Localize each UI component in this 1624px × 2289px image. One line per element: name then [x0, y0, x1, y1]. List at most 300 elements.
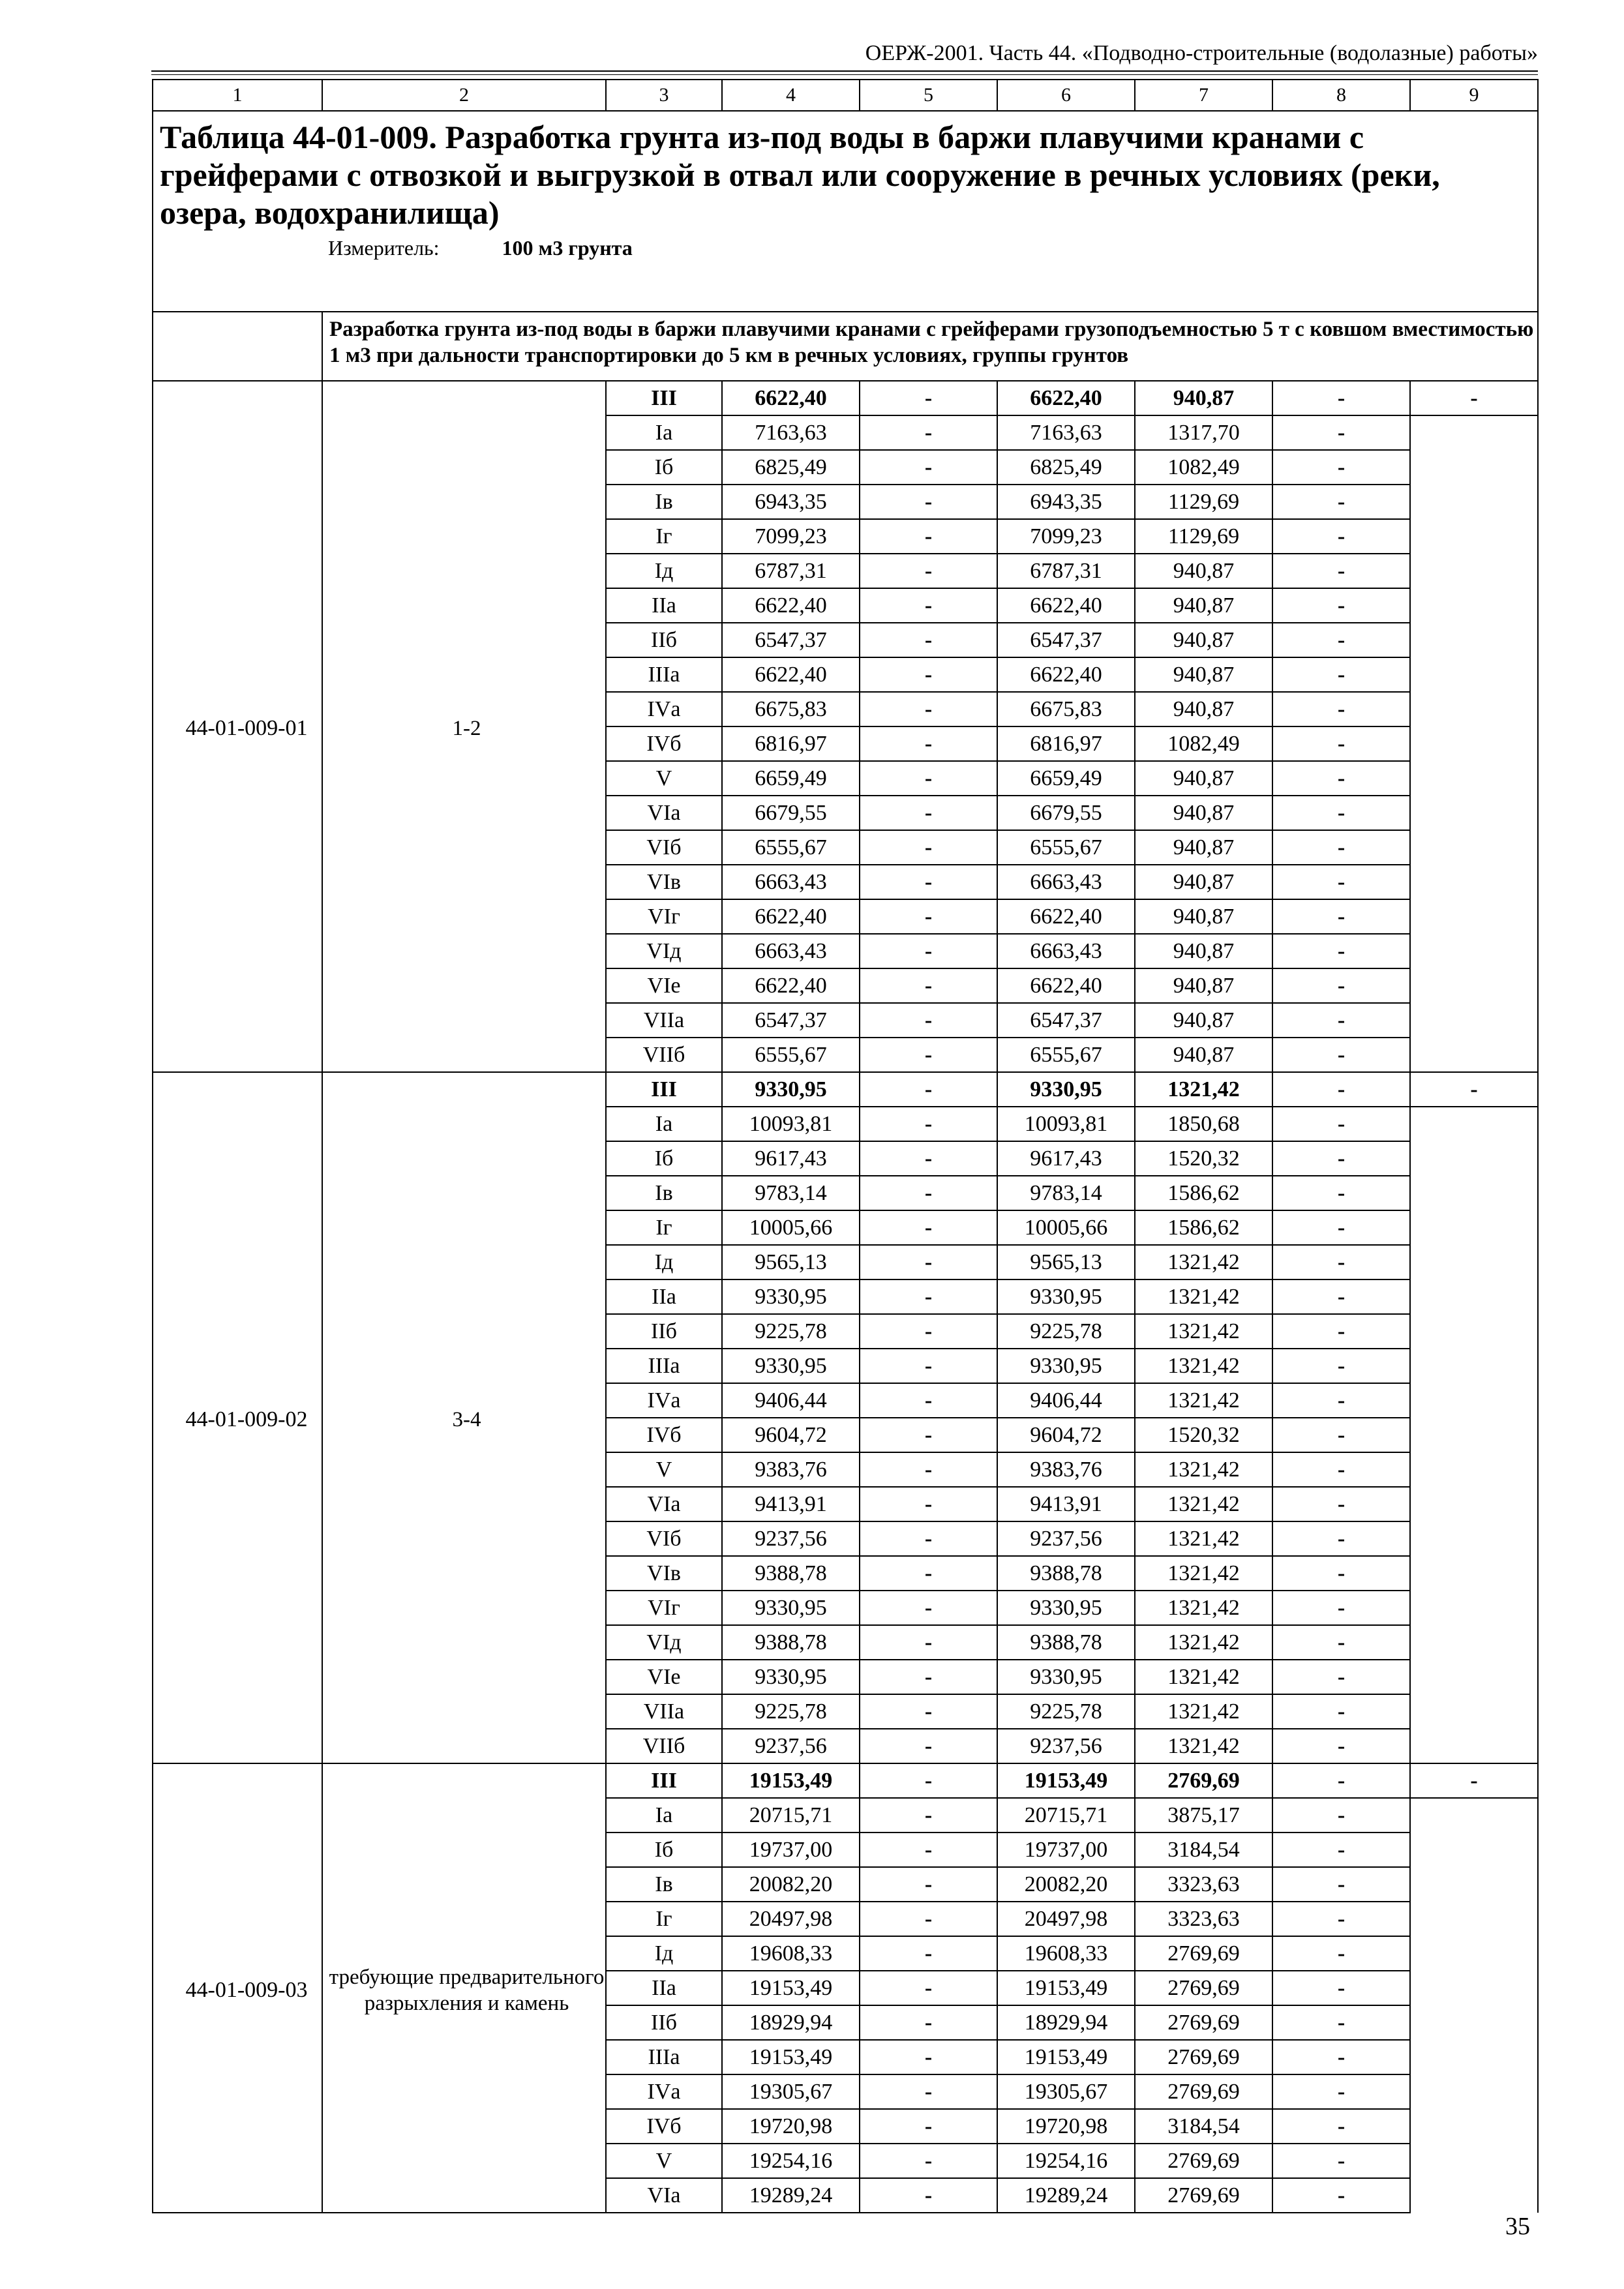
value-cell — [1410, 415, 1538, 450]
value-cell: 1082,49 — [1135, 726, 1272, 761]
value-cell — [1410, 2144, 1538, 2178]
value-cell: - — [860, 1936, 997, 1971]
value-cell: 9604,72 — [722, 1418, 860, 1452]
value-cell: 6679,55 — [997, 796, 1135, 830]
value-cell: - — [860, 968, 997, 1003]
value-cell: 9330,95 — [722, 1349, 860, 1383]
item-code: 44-01-009-02 — [153, 1072, 322, 1763]
value-cell: - — [860, 1383, 997, 1418]
value-cell: - — [1272, 1349, 1410, 1383]
section-row — [153, 312, 1538, 381]
value-cell — [1410, 830, 1538, 865]
zone-cell: VIIа — [606, 1694, 722, 1729]
value-cell: 19254,16 — [997, 2144, 1135, 2178]
value-cell: 1321,42 — [1135, 1487, 1272, 1521]
value-cell: 1586,62 — [1135, 1210, 1272, 1245]
value-cell: 7163,63 — [997, 415, 1135, 450]
value-cell: - — [860, 830, 997, 865]
value-cell: - — [860, 1418, 997, 1452]
item-name: 3-4 — [322, 1072, 606, 1763]
value-cell — [1410, 450, 1538, 485]
value-cell: 20082,20 — [997, 1867, 1135, 1902]
zone-cell: IIб — [606, 1314, 722, 1349]
value-cell: - — [860, 1521, 997, 1556]
item-name: требующие предварительного разрыхления и камень — [322, 1763, 606, 2213]
value-cell: - — [860, 450, 997, 485]
value-cell: - — [1272, 1107, 1410, 1141]
value-cell: - — [1272, 1003, 1410, 1038]
value-cell: - — [860, 1625, 997, 1660]
table-row — [153, 381, 1538, 415]
value-cell: - — [1272, 450, 1410, 485]
zone-cell: VIг — [606, 899, 722, 934]
value-cell: - — [1272, 415, 1410, 450]
value-cell: - — [860, 1452, 997, 1487]
value-cell: 6659,49 — [722, 761, 860, 796]
value-cell: 9406,44 — [997, 1383, 1135, 1418]
value-cell: 19289,24 — [997, 2178, 1135, 2213]
value-cell: - — [1272, 2178, 1410, 2213]
zone-cell: Iд — [606, 1936, 722, 1971]
zone-cell: Iг — [606, 1210, 722, 1245]
value-cell: 18929,94 — [722, 2005, 860, 2040]
value-cell: - — [1272, 381, 1410, 415]
value-cell — [1410, 2040, 1538, 2074]
value-cell — [1410, 1176, 1538, 1210]
zone-cell: IVб — [606, 2109, 722, 2144]
value-cell: 19153,49 — [722, 1971, 860, 2005]
value-cell: 6943,35 — [722, 485, 860, 519]
value-cell: 6622,40 — [722, 968, 860, 1003]
value-cell — [1410, 1936, 1538, 1971]
unit-line — [328, 234, 1537, 262]
value-cell: - — [1272, 519, 1410, 554]
value-cell: - — [860, 1833, 997, 1867]
zone-cell: VIе — [606, 1660, 722, 1694]
zone-cell: Iв — [606, 1867, 722, 1902]
value-cell: - — [860, 554, 997, 588]
value-cell: 1321,42 — [1135, 1279, 1272, 1314]
unit-value: 100 м3 грунта — [502, 236, 633, 260]
value-cell: - — [1272, 1625, 1410, 1660]
value-cell: 1321,42 — [1135, 1660, 1272, 1694]
value-cell — [1410, 1418, 1538, 1452]
value-cell: - — [1272, 1867, 1410, 1902]
value-cell: 6943,35 — [997, 485, 1135, 519]
value-cell: 6555,67 — [722, 1038, 860, 1072]
value-cell: 7099,23 — [722, 519, 860, 554]
table-title-row — [153, 111, 1538, 312]
value-cell: 6547,37 — [722, 1003, 860, 1038]
value-cell: 1520,32 — [1135, 1418, 1272, 1452]
value-cell: - — [1272, 657, 1410, 692]
value-cell: 9383,76 — [722, 1452, 860, 1487]
value-cell: - — [860, 1176, 997, 1210]
value-cell: 19608,33 — [722, 1936, 860, 1971]
value-cell: 6825,49 — [722, 450, 860, 485]
value-cell: 2769,69 — [1135, 2178, 1272, 2213]
value-cell — [1410, 1798, 1538, 1833]
value-cell — [1410, 1521, 1538, 1556]
value-cell — [1410, 623, 1538, 657]
value-cell: 1321,42 — [1135, 1694, 1272, 1729]
value-cell: - — [1272, 726, 1410, 761]
value-cell — [1410, 1660, 1538, 1694]
value-cell: 2769,69 — [1135, 2074, 1272, 2109]
value-cell: 9330,95 — [722, 1072, 860, 1107]
value-cell: - — [860, 1279, 997, 1314]
value-cell: 9388,78 — [997, 1556, 1135, 1591]
value-cell — [1410, 865, 1538, 899]
value-cell: 10005,66 — [997, 1210, 1135, 1245]
value-cell: 19153,49 — [722, 2040, 860, 2074]
value-cell: 940,87 — [1135, 692, 1272, 726]
value-cell: 9225,78 — [722, 1694, 860, 1729]
value-cell: - — [860, 1210, 997, 1245]
value-cell: 9783,14 — [997, 1176, 1135, 1210]
zone-cell: Iд — [606, 1245, 722, 1279]
value-cell: 19153,49 — [722, 1763, 860, 1798]
zone-cell: Iб — [606, 1833, 722, 1867]
zone-cell: IIIа — [606, 657, 722, 692]
value-cell: - — [860, 1729, 997, 1763]
value-cell: 19737,00 — [997, 1833, 1135, 1867]
value-cell: 6622,40 — [997, 657, 1135, 692]
zone-cell: III — [606, 1763, 722, 1798]
zone-cell: VIг — [606, 1591, 722, 1625]
value-cell: - — [860, 415, 997, 450]
header-rule-thin — [151, 74, 1538, 75]
value-cell — [1410, 1867, 1538, 1902]
value-cell: 1321,42 — [1135, 1521, 1272, 1556]
zone-cell: V — [606, 2144, 722, 2178]
value-cell: - — [860, 1072, 997, 1107]
value-cell: - — [860, 1902, 997, 1936]
value-cell: - — [860, 1798, 997, 1833]
table-row — [153, 1072, 1538, 1107]
value-cell: 6622,40 — [722, 899, 860, 934]
column-number: 3 — [606, 80, 722, 111]
value-cell: 6555,67 — [722, 830, 860, 865]
value-cell: 9388,78 — [997, 1625, 1135, 1660]
value-cell: - — [860, 899, 997, 934]
value-cell — [1410, 554, 1538, 588]
value-cell: 3875,17 — [1135, 1798, 1272, 1833]
value-cell: 9330,95 — [997, 1349, 1135, 1383]
value-cell: 9225,78 — [997, 1314, 1135, 1349]
value-cell: 6816,97 — [722, 726, 860, 761]
value-cell: - — [1272, 1833, 1410, 1867]
value-cell — [1410, 1038, 1538, 1072]
zone-cell: IIа — [606, 588, 722, 623]
value-cell: - — [860, 1556, 997, 1591]
value-cell: - — [1272, 2144, 1410, 2178]
value-cell: 940,87 — [1135, 554, 1272, 588]
value-cell — [1410, 1383, 1538, 1418]
value-cell: - — [860, 1660, 997, 1694]
value-cell: - — [1272, 1729, 1410, 1763]
value-cell: - — [1272, 1556, 1410, 1591]
value-cell: - — [860, 796, 997, 830]
value-cell: 10005,66 — [722, 1210, 860, 1245]
zone-cell: IIа — [606, 1279, 722, 1314]
value-cell: - — [860, 1003, 997, 1038]
zone-cell: V — [606, 761, 722, 796]
value-cell: - — [1272, 1591, 1410, 1625]
value-cell: 9383,76 — [997, 1452, 1135, 1487]
value-cell — [1410, 1452, 1538, 1487]
zone-cell: IIIа — [606, 1349, 722, 1383]
value-cell — [1410, 485, 1538, 519]
value-cell: 3184,54 — [1135, 2109, 1272, 2144]
value-cell: - — [860, 1694, 997, 1729]
value-cell: 6816,97 — [997, 726, 1135, 761]
value-cell: 6675,83 — [997, 692, 1135, 726]
value-cell: 3323,63 — [1135, 1867, 1272, 1902]
value-cell: 6547,37 — [722, 623, 860, 657]
value-cell: 3184,54 — [1135, 1833, 1272, 1867]
value-cell: 1082,49 — [1135, 450, 1272, 485]
item-name: 1-2 — [322, 381, 606, 1072]
column-number: 1 — [153, 80, 322, 111]
value-cell: - — [1272, 1141, 1410, 1176]
zone-cell: IVб — [606, 1418, 722, 1452]
value-cell — [1410, 2109, 1538, 2144]
value-cell: 940,87 — [1135, 588, 1272, 623]
value-cell: 9565,13 — [722, 1245, 860, 1279]
value-cell: 9330,95 — [997, 1072, 1135, 1107]
zone-cell: VIIа — [606, 1003, 722, 1038]
value-cell — [1410, 2074, 1538, 2109]
table-row — [153, 1763, 1538, 1798]
value-cell: 3323,63 — [1135, 1902, 1272, 1936]
zone-cell: IVа — [606, 1383, 722, 1418]
value-cell — [1410, 2005, 1538, 2040]
value-cell: - — [860, 588, 997, 623]
unit-label: Измеритель: — [328, 236, 440, 260]
value-cell: - — [860, 726, 997, 761]
value-cell — [1410, 519, 1538, 554]
value-cell: 940,87 — [1135, 1038, 1272, 1072]
value-cell: 2769,69 — [1135, 1971, 1272, 2005]
value-cell: 1321,42 — [1135, 1452, 1272, 1487]
value-cell — [1410, 1279, 1538, 1314]
value-cell: 1129,69 — [1135, 485, 1272, 519]
value-cell: 2769,69 — [1135, 1936, 1272, 1971]
zone-cell: VIе — [606, 968, 722, 1003]
value-cell: 9330,95 — [722, 1591, 860, 1625]
value-cell: 6622,40 — [722, 381, 860, 415]
value-cell: 940,87 — [1135, 934, 1272, 968]
value-cell: 2769,69 — [1135, 2005, 1272, 2040]
zone-cell: Iг — [606, 1902, 722, 1936]
value-cell: 9330,95 — [997, 1591, 1135, 1625]
zone-cell: III — [606, 381, 722, 415]
value-cell: - — [1410, 1763, 1538, 1798]
value-cell: 6679,55 — [722, 796, 860, 830]
value-cell: 18929,94 — [997, 2005, 1135, 2040]
value-cell: - — [860, 865, 997, 899]
column-number-row — [153, 80, 1538, 111]
value-cell: 6622,40 — [997, 968, 1135, 1003]
value-cell: 6663,43 — [722, 865, 860, 899]
value-cell: 9330,95 — [722, 1660, 860, 1694]
value-cell: - — [1272, 2109, 1410, 2144]
value-cell: 10093,81 — [722, 1107, 860, 1141]
value-cell: - — [860, 1141, 997, 1176]
value-cell — [1410, 1625, 1538, 1660]
value-cell: - — [860, 2040, 997, 2074]
value-cell: - — [1272, 1210, 1410, 1245]
zone-cell: VIб — [606, 1521, 722, 1556]
value-cell — [1410, 1245, 1538, 1279]
value-cell: 6622,40 — [997, 588, 1135, 623]
zone-cell: Iб — [606, 450, 722, 485]
column-number: 6 — [997, 80, 1135, 111]
value-cell: 9237,56 — [997, 1729, 1135, 1763]
value-cell — [1410, 1107, 1538, 1141]
section-description: Разработка грунта из-под воды в баржи плавучими кранами с грейферами грузоподъемностью 5 т с ковшом вместимостью 1 м3 при дальности транспортировки до 5 км в речных условиях, группы грунтов — [322, 312, 1538, 381]
value-cell: 1321,42 — [1135, 1556, 1272, 1591]
value-cell: - — [860, 1487, 997, 1521]
value-cell: 9237,56 — [997, 1521, 1135, 1556]
value-cell: 9413,91 — [997, 1487, 1135, 1521]
value-cell: 940,87 — [1135, 830, 1272, 865]
column-number: 8 — [1272, 80, 1410, 111]
value-cell: - — [1272, 1245, 1410, 1279]
value-cell: 6622,40 — [722, 588, 860, 623]
value-cell: - — [860, 1349, 997, 1383]
value-cell: - — [860, 657, 997, 692]
value-cell — [1410, 1210, 1538, 1245]
value-cell: 9617,43 — [722, 1141, 860, 1176]
value-cell: - — [860, 761, 997, 796]
value-cell: - — [1272, 1176, 1410, 1210]
value-cell: - — [1272, 1936, 1410, 1971]
value-cell: - — [860, 2074, 997, 2109]
value-cell: 2769,69 — [1135, 2144, 1272, 2178]
column-number: 9 — [1410, 80, 1538, 111]
value-cell: 940,87 — [1135, 865, 1272, 899]
value-cell: - — [1272, 1971, 1410, 2005]
value-cell: 6787,31 — [722, 554, 860, 588]
value-cell: 940,87 — [1135, 623, 1272, 657]
value-cell — [1410, 968, 1538, 1003]
zone-cell: VIIб — [606, 1038, 722, 1072]
zone-cell: Iа — [606, 1798, 722, 1833]
zone-cell: IVб — [606, 726, 722, 761]
value-cell: 1321,42 — [1135, 1383, 1272, 1418]
value-cell: - — [1272, 865, 1410, 899]
value-cell: 19289,24 — [722, 2178, 860, 2213]
value-cell: 19720,98 — [997, 2109, 1135, 2144]
zone-cell: VIд — [606, 934, 722, 968]
value-cell — [1410, 1833, 1538, 1867]
value-cell: - — [860, 2109, 997, 2144]
value-cell: 9330,95 — [997, 1660, 1135, 1694]
value-cell: - — [860, 1245, 997, 1279]
value-cell: - — [1272, 1798, 1410, 1833]
price-table — [152, 79, 1539, 2213]
zone-cell: IIIа — [606, 2040, 722, 2074]
value-cell: 940,87 — [1135, 968, 1272, 1003]
value-cell: 19608,33 — [997, 1936, 1135, 1971]
zone-cell: Iв — [606, 485, 722, 519]
page-number: 35 — [1505, 2213, 1530, 2240]
value-cell: 9330,95 — [997, 1279, 1135, 1314]
value-cell — [1410, 761, 1538, 796]
value-cell: - — [1272, 1452, 1410, 1487]
value-cell: - — [860, 1314, 997, 1349]
zone-cell: IIа — [606, 1971, 722, 2005]
value-cell: 9388,78 — [722, 1625, 860, 1660]
value-cell: - — [1272, 1660, 1410, 1694]
value-cell: 940,87 — [1135, 796, 1272, 830]
zone-cell: IVа — [606, 2074, 722, 2109]
section-blank — [153, 312, 322, 381]
value-cell — [1410, 1141, 1538, 1176]
zone-cell: Iв — [606, 1176, 722, 1210]
value-cell: 10093,81 — [997, 1107, 1135, 1141]
column-number: 4 — [722, 80, 860, 111]
value-cell: 19153,49 — [997, 1763, 1135, 1798]
value-cell: 20715,71 — [997, 1798, 1135, 1833]
value-cell: - — [860, 623, 997, 657]
value-cell: - — [1272, 588, 1410, 623]
value-cell: 7163,63 — [722, 415, 860, 450]
value-cell: - — [1272, 1902, 1410, 1936]
value-cell: 1321,42 — [1135, 1245, 1272, 1279]
zone-cell: Iг — [606, 519, 722, 554]
value-cell: - — [1272, 554, 1410, 588]
value-cell — [1410, 657, 1538, 692]
value-cell: 19737,00 — [722, 1833, 860, 1867]
value-cell: - — [860, 1591, 997, 1625]
value-cell: 1321,42 — [1135, 1349, 1272, 1383]
zone-cell: VIIб — [606, 1729, 722, 1763]
value-cell: 1321,42 — [1135, 1625, 1272, 1660]
value-cell: 940,87 — [1135, 899, 1272, 934]
value-cell: - — [1410, 381, 1538, 415]
value-cell: - — [860, 1971, 997, 2005]
zone-cell: III — [606, 1072, 722, 1107]
value-cell — [1410, 1487, 1538, 1521]
zone-cell: VIб — [606, 830, 722, 865]
zone-cell: VIв — [606, 865, 722, 899]
value-cell — [1410, 1003, 1538, 1038]
value-cell: - — [860, 485, 997, 519]
value-cell: 19720,98 — [722, 2109, 860, 2144]
value-cell: - — [1272, 1279, 1410, 1314]
value-cell — [1410, 1556, 1538, 1591]
value-cell: 20082,20 — [722, 1867, 860, 1902]
value-cell: 6547,37 — [997, 623, 1135, 657]
column-number: 2 — [322, 80, 606, 111]
item-code: 44-01-009-01 — [153, 381, 322, 1072]
value-cell: 6555,67 — [997, 1038, 1135, 1072]
value-cell: 6675,83 — [722, 692, 860, 726]
zone-cell: V — [606, 1452, 722, 1487]
value-cell: 20497,98 — [722, 1902, 860, 1936]
value-cell — [1410, 1694, 1538, 1729]
value-cell — [1410, 1971, 1538, 2005]
zone-cell: Iа — [606, 415, 722, 450]
value-cell: 6622,40 — [997, 899, 1135, 934]
value-cell: 1321,42 — [1135, 1072, 1272, 1107]
zone-cell: VIа — [606, 796, 722, 830]
value-cell: - — [860, 692, 997, 726]
value-cell: 9237,56 — [722, 1729, 860, 1763]
